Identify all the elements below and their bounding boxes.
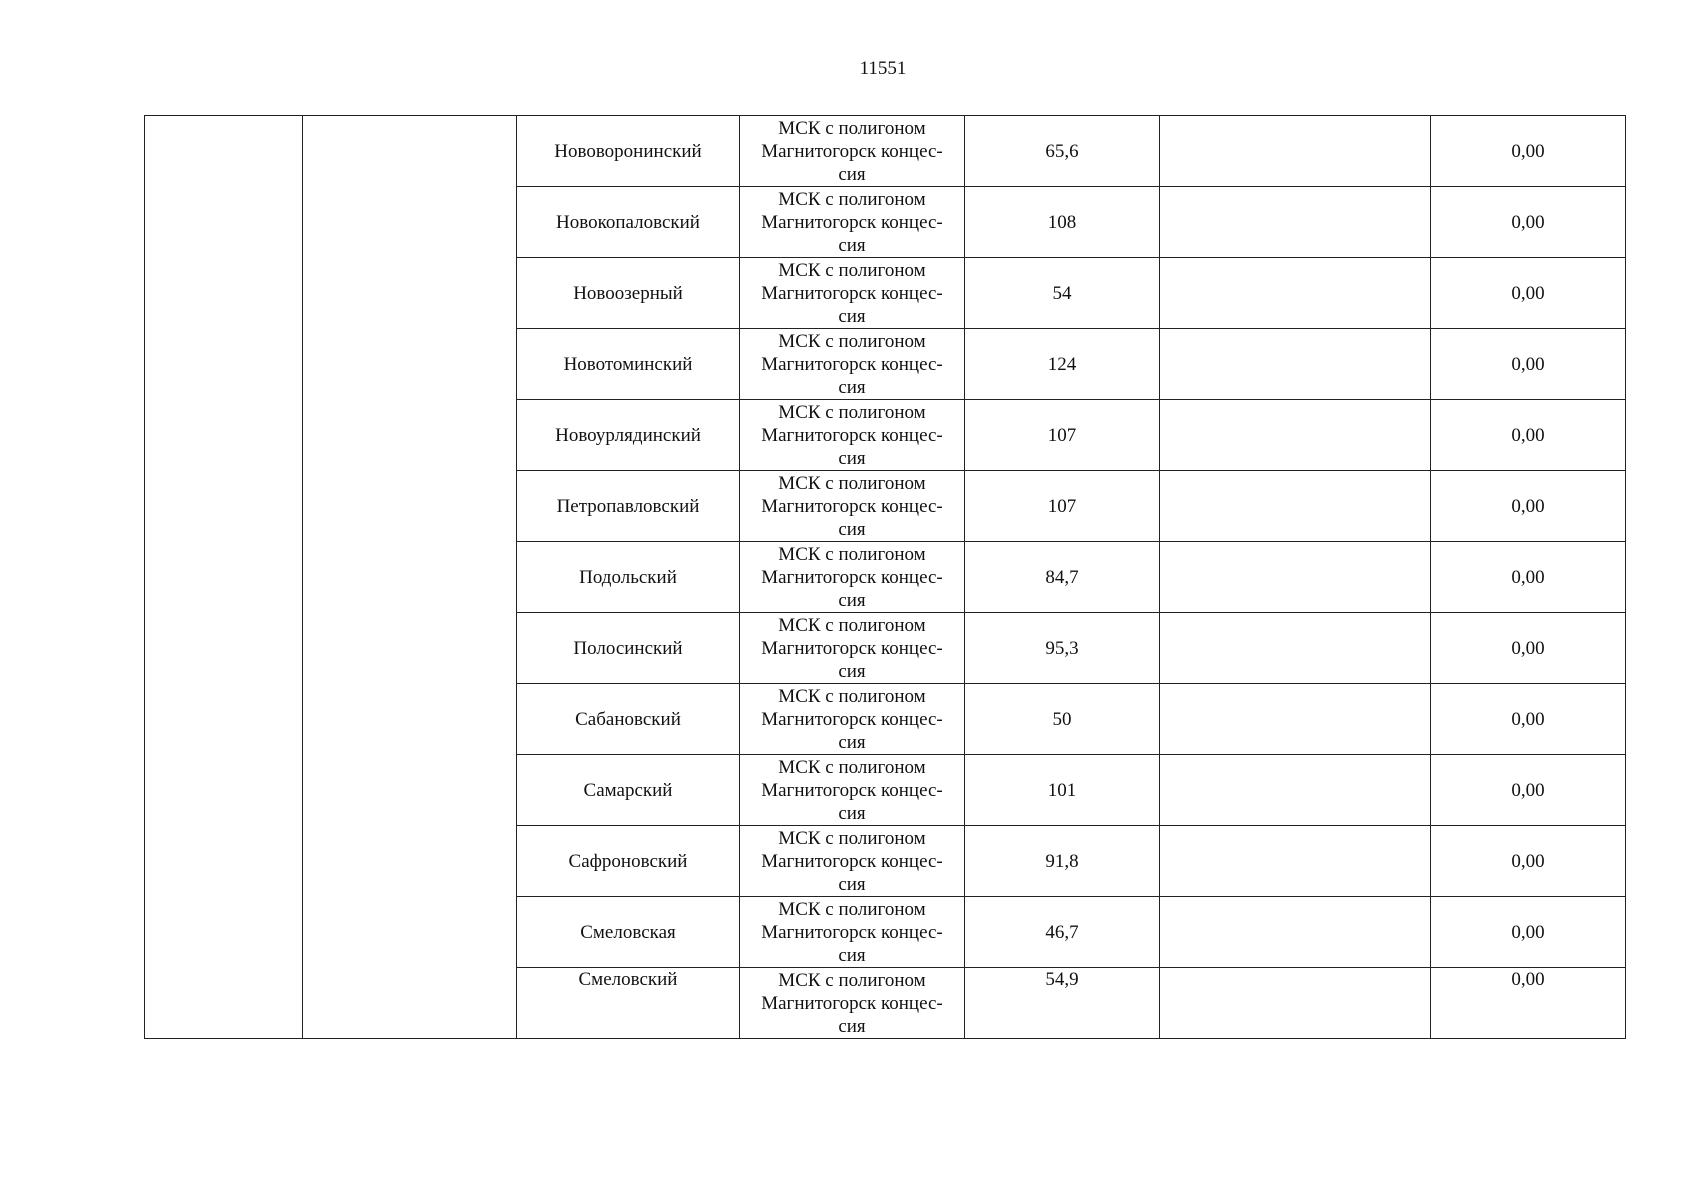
amount-cell: 0,00 [1431,116,1626,187]
service-type-line: сия [838,447,866,469]
empty-cell [1160,471,1431,542]
service-type-cell [740,187,965,258]
service-type-cell [740,826,965,897]
service-type-line: Магнитогорск концес- [761,353,943,375]
service-type-line: Магнитогорск концес- [761,637,943,659]
value-cell: 108 [965,187,1160,258]
value-cell: 95,3 [965,613,1160,684]
value-cell: 91,8 [965,826,1160,897]
service-type-cell [740,258,965,329]
empty-cell [1160,258,1431,329]
empty-cell [1160,897,1431,968]
value-cell: 50 [965,684,1160,755]
value-cell: 46,7 [965,897,1160,968]
amount-cell: 0,00 [1431,400,1626,471]
settlement-name-cell: Новоурлядинский [517,400,740,471]
merged-empty-cell-1 [145,116,303,1039]
amount-cell: 0,00 [1431,187,1626,258]
settlement-name-cell: Нововоронинский [517,116,740,187]
amount-cell: 0,00 [1431,826,1626,897]
amount-cell: 0,00 [1431,755,1626,826]
service-type-line: сия [838,376,866,398]
amount-cell: 0,00 [1431,258,1626,329]
service-type-line: Магнитогорск концес- [761,211,943,233]
empty-cell [1160,542,1431,613]
service-type-line: сия [838,944,866,966]
amount-cell: 0,00 [1431,329,1626,400]
service-type-line: МСК с полигоном [778,685,926,707]
service-type-line: сия [838,589,866,611]
service-type-line: Магнитогорск концес- [761,140,943,162]
service-type-line: Магнитогорск концес- [761,992,943,1014]
service-type-cell [740,755,965,826]
empty-cell [1160,187,1431,258]
service-type-line: сия [838,731,866,753]
empty-cell [1160,400,1431,471]
settlement-name-cell: Сабановский [517,684,740,755]
service-type-line: МСК с полигоном [778,827,926,849]
service-type-line: сия [838,305,866,327]
service-type-line: Магнитогорск концес- [761,850,943,872]
merged-empty-cell-2 [303,116,517,1039]
value-cell: 54,9 [965,968,1160,1039]
amount-cell: 0,00 [1431,968,1626,1039]
service-type-line: МСК с полигоном [778,614,926,636]
service-type-line: сия [838,802,866,824]
settlement-name-cell: Смеловская [517,897,740,968]
empty-cell [1160,755,1431,826]
service-type-line: МСК с полигоном [778,969,926,991]
table-row [145,116,1626,187]
value-cell: 107 [965,400,1160,471]
service-type-line: сия [838,1015,866,1037]
service-type-line: сия [838,660,866,682]
service-type-line: МСК с полигоном [778,117,926,139]
service-type-line: МСК с полигоном [778,543,926,565]
service-type-line: сия [838,234,866,256]
service-type-line: Магнитогорск концес- [761,921,943,943]
settlements-table [144,115,1626,1039]
settlement-name-cell: Сафроновский [517,826,740,897]
service-type-line: Магнитогорск концес- [761,566,943,588]
amount-cell: 0,00 [1431,542,1626,613]
table-body [145,116,1626,1039]
empty-cell [1160,826,1431,897]
empty-cell [1160,684,1431,755]
service-type-cell [740,542,965,613]
settlement-name-cell: Новоозерный [517,258,740,329]
service-type-line: МСК с полигоном [778,188,926,210]
service-type-line: Магнитогорск концес- [761,495,943,517]
service-type-cell [740,684,965,755]
service-type-cell [740,968,965,1039]
value-cell: 65,6 [965,116,1160,187]
service-type-cell [740,400,965,471]
service-type-line: МСК с полигоном [778,756,926,778]
service-type-cell [740,897,965,968]
amount-cell: 0,00 [1431,897,1626,968]
value-cell: 54 [965,258,1160,329]
service-type-line: МСК с полигоном [778,401,926,423]
service-type-line: МСК с полигоном [778,472,926,494]
amount-cell: 0,00 [1431,613,1626,684]
page-number: 11551 [859,58,907,79]
service-type-cell [740,613,965,684]
settlement-name-cell: Новокопаловский [517,187,740,258]
service-type-line: МСК с полигоном [778,259,926,281]
service-type-line: МСК с полигоном [778,898,926,920]
amount-cell: 0,00 [1431,471,1626,542]
service-type-line: Магнитогорск концес- [761,708,943,730]
amount-cell: 0,00 [1431,684,1626,755]
service-type-line: Магнитогорск концес- [761,779,943,801]
settlement-name-cell: Новотоминский [517,329,740,400]
empty-cell [1160,613,1431,684]
settlement-name-cell: Петропавловский [517,471,740,542]
service-type-cell [740,329,965,400]
value-cell: 124 [965,329,1160,400]
settlement-name-cell: Смеловский [517,968,740,1039]
service-type-line: сия [838,163,866,185]
service-type-cell [740,471,965,542]
settlement-name-cell: Самарский [517,755,740,826]
empty-cell [1160,968,1431,1039]
service-type-line: МСК с полигоном [778,330,926,352]
service-type-line: сия [838,518,866,540]
service-type-line: Магнитогорск концес- [761,282,943,304]
service-type-line: сия [838,873,866,895]
service-type-cell [740,116,965,187]
value-cell: 107 [965,471,1160,542]
settlement-name-cell: Полосинский [517,613,740,684]
value-cell: 101 [965,755,1160,826]
empty-cell [1160,116,1431,187]
empty-cell [1160,329,1431,400]
service-type-line: Магнитогорск концес- [761,424,943,446]
settlement-name-cell: Подольский [517,542,740,613]
value-cell: 84,7 [965,542,1160,613]
